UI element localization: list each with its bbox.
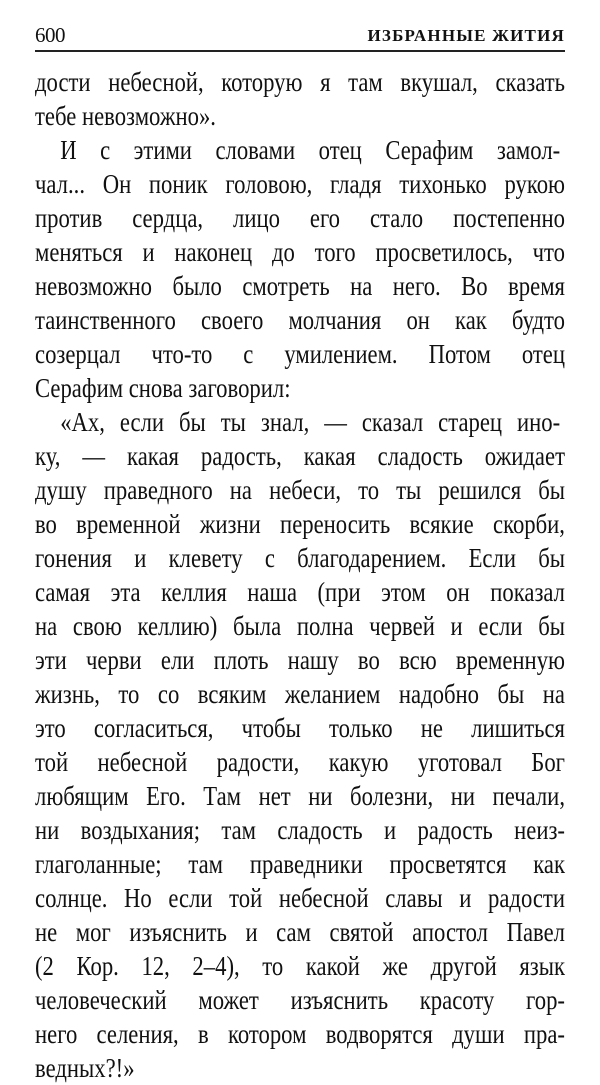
text-line (35, 303, 565, 337)
body-text (35, 65, 565, 1085)
text-line (35, 1017, 565, 1051)
text-line (35, 847, 565, 881)
text-line (35, 541, 565, 575)
text-line-content: «Ах, если бы ты знал, — сказал старец ино- (60, 407, 561, 437)
text-line-content: душу праведного на небеси, то ты решился бы (35, 475, 565, 505)
text-line (35, 813, 565, 847)
text-line-content: дости небесной, которую я там вкушал, сказать (35, 67, 565, 97)
text-line (35, 745, 565, 779)
text-line-content: солнце. Но если той небесной славы и радости (35, 883, 565, 913)
text-line-content: него селения, в котором водворятся души пра- (35, 1019, 565, 1049)
text-line-content: чал... Он поник головою, гладя тихонько рукою (35, 169, 565, 199)
text-line (35, 473, 565, 507)
text-line-content: во временной жизни переносить всякие скорби, (35, 509, 565, 539)
text-line-content: ку, — какая радость, какая сладость ожидает (35, 441, 565, 471)
text-line-content: меняться и наконец до того просветилось, что (35, 237, 565, 267)
text-line-content: ни воздыхания; там сладость и радость неиз- (35, 815, 565, 845)
text-line (35, 677, 565, 711)
text-line-content: И с этими словами отец Серафим замол- (60, 135, 561, 165)
text-line-content: жизнь, то со всяким желанием надобно бы на (35, 679, 565, 709)
text-line-content: той небесной радости, какую уготовал Бог (35, 747, 565, 777)
text-line (35, 983, 565, 1017)
text-line (35, 337, 565, 371)
text-line (35, 575, 565, 609)
text-line (35, 779, 565, 813)
text-line (35, 405, 565, 439)
text-line (35, 643, 565, 677)
text-line (35, 269, 565, 303)
text-line-content: ведных?!» (35, 1053, 135, 1083)
text-line (35, 1051, 565, 1085)
text-line-content: человеческий может изъяснить красоту гор- (35, 985, 565, 1015)
text-line-content: (2 Кор. 12, 2–4), то какой же другой язык (35, 951, 565, 981)
text-line (35, 65, 565, 99)
text-line-content: на свою келлию) была полна червей и если бы (35, 611, 565, 641)
text-line-content: невозможно было смотреть на него. Во время (35, 271, 565, 301)
text-line-content: тебе невозможно». (35, 101, 216, 131)
text-line-content: эти черви ели плоть нашу во всю временную (35, 645, 565, 675)
text-line-content: гонения и клевету с благодарением. Если бы (35, 543, 565, 573)
text-line-content: любящим Его. Там нет ни болезни, ни печали, (35, 781, 565, 811)
text-line (35, 439, 565, 473)
text-line-content: это согласиться, чтобы только не лишиться (35, 713, 565, 743)
text-line (35, 167, 565, 201)
page-header (35, 22, 565, 50)
text-line (35, 371, 565, 405)
text-line (35, 915, 565, 949)
header-rule (35, 50, 565, 52)
text-line-content: таинственного своего молчания он как будто (35, 305, 565, 335)
text-line (35, 133, 565, 167)
text-line (35, 235, 565, 269)
text-line (35, 201, 565, 235)
text-line (35, 99, 565, 133)
text-line (35, 949, 565, 983)
text-line-content: против сердца, лицо его стало постепенно (35, 203, 565, 233)
running-title: ИЗБРАННЫЕ ЖИТИЯ (367, 26, 565, 45)
page-number: 600 (35, 23, 65, 47)
text-line-content: самая эта келлия наша (при этом он показал (35, 577, 565, 607)
text-line-content: глаголанные; там праведники просветятся как (35, 849, 565, 879)
text-line-content: Серафим снова заговорил: (35, 373, 291, 403)
text-line (35, 507, 565, 541)
text-line-content: созерцал что-то с умилением. Потом отец (35, 339, 565, 369)
text-line (35, 711, 565, 745)
text-line-content: не мог изъяснить и сам святой апостол Павел (35, 917, 565, 947)
text-line (35, 881, 565, 915)
text-line (35, 609, 565, 643)
